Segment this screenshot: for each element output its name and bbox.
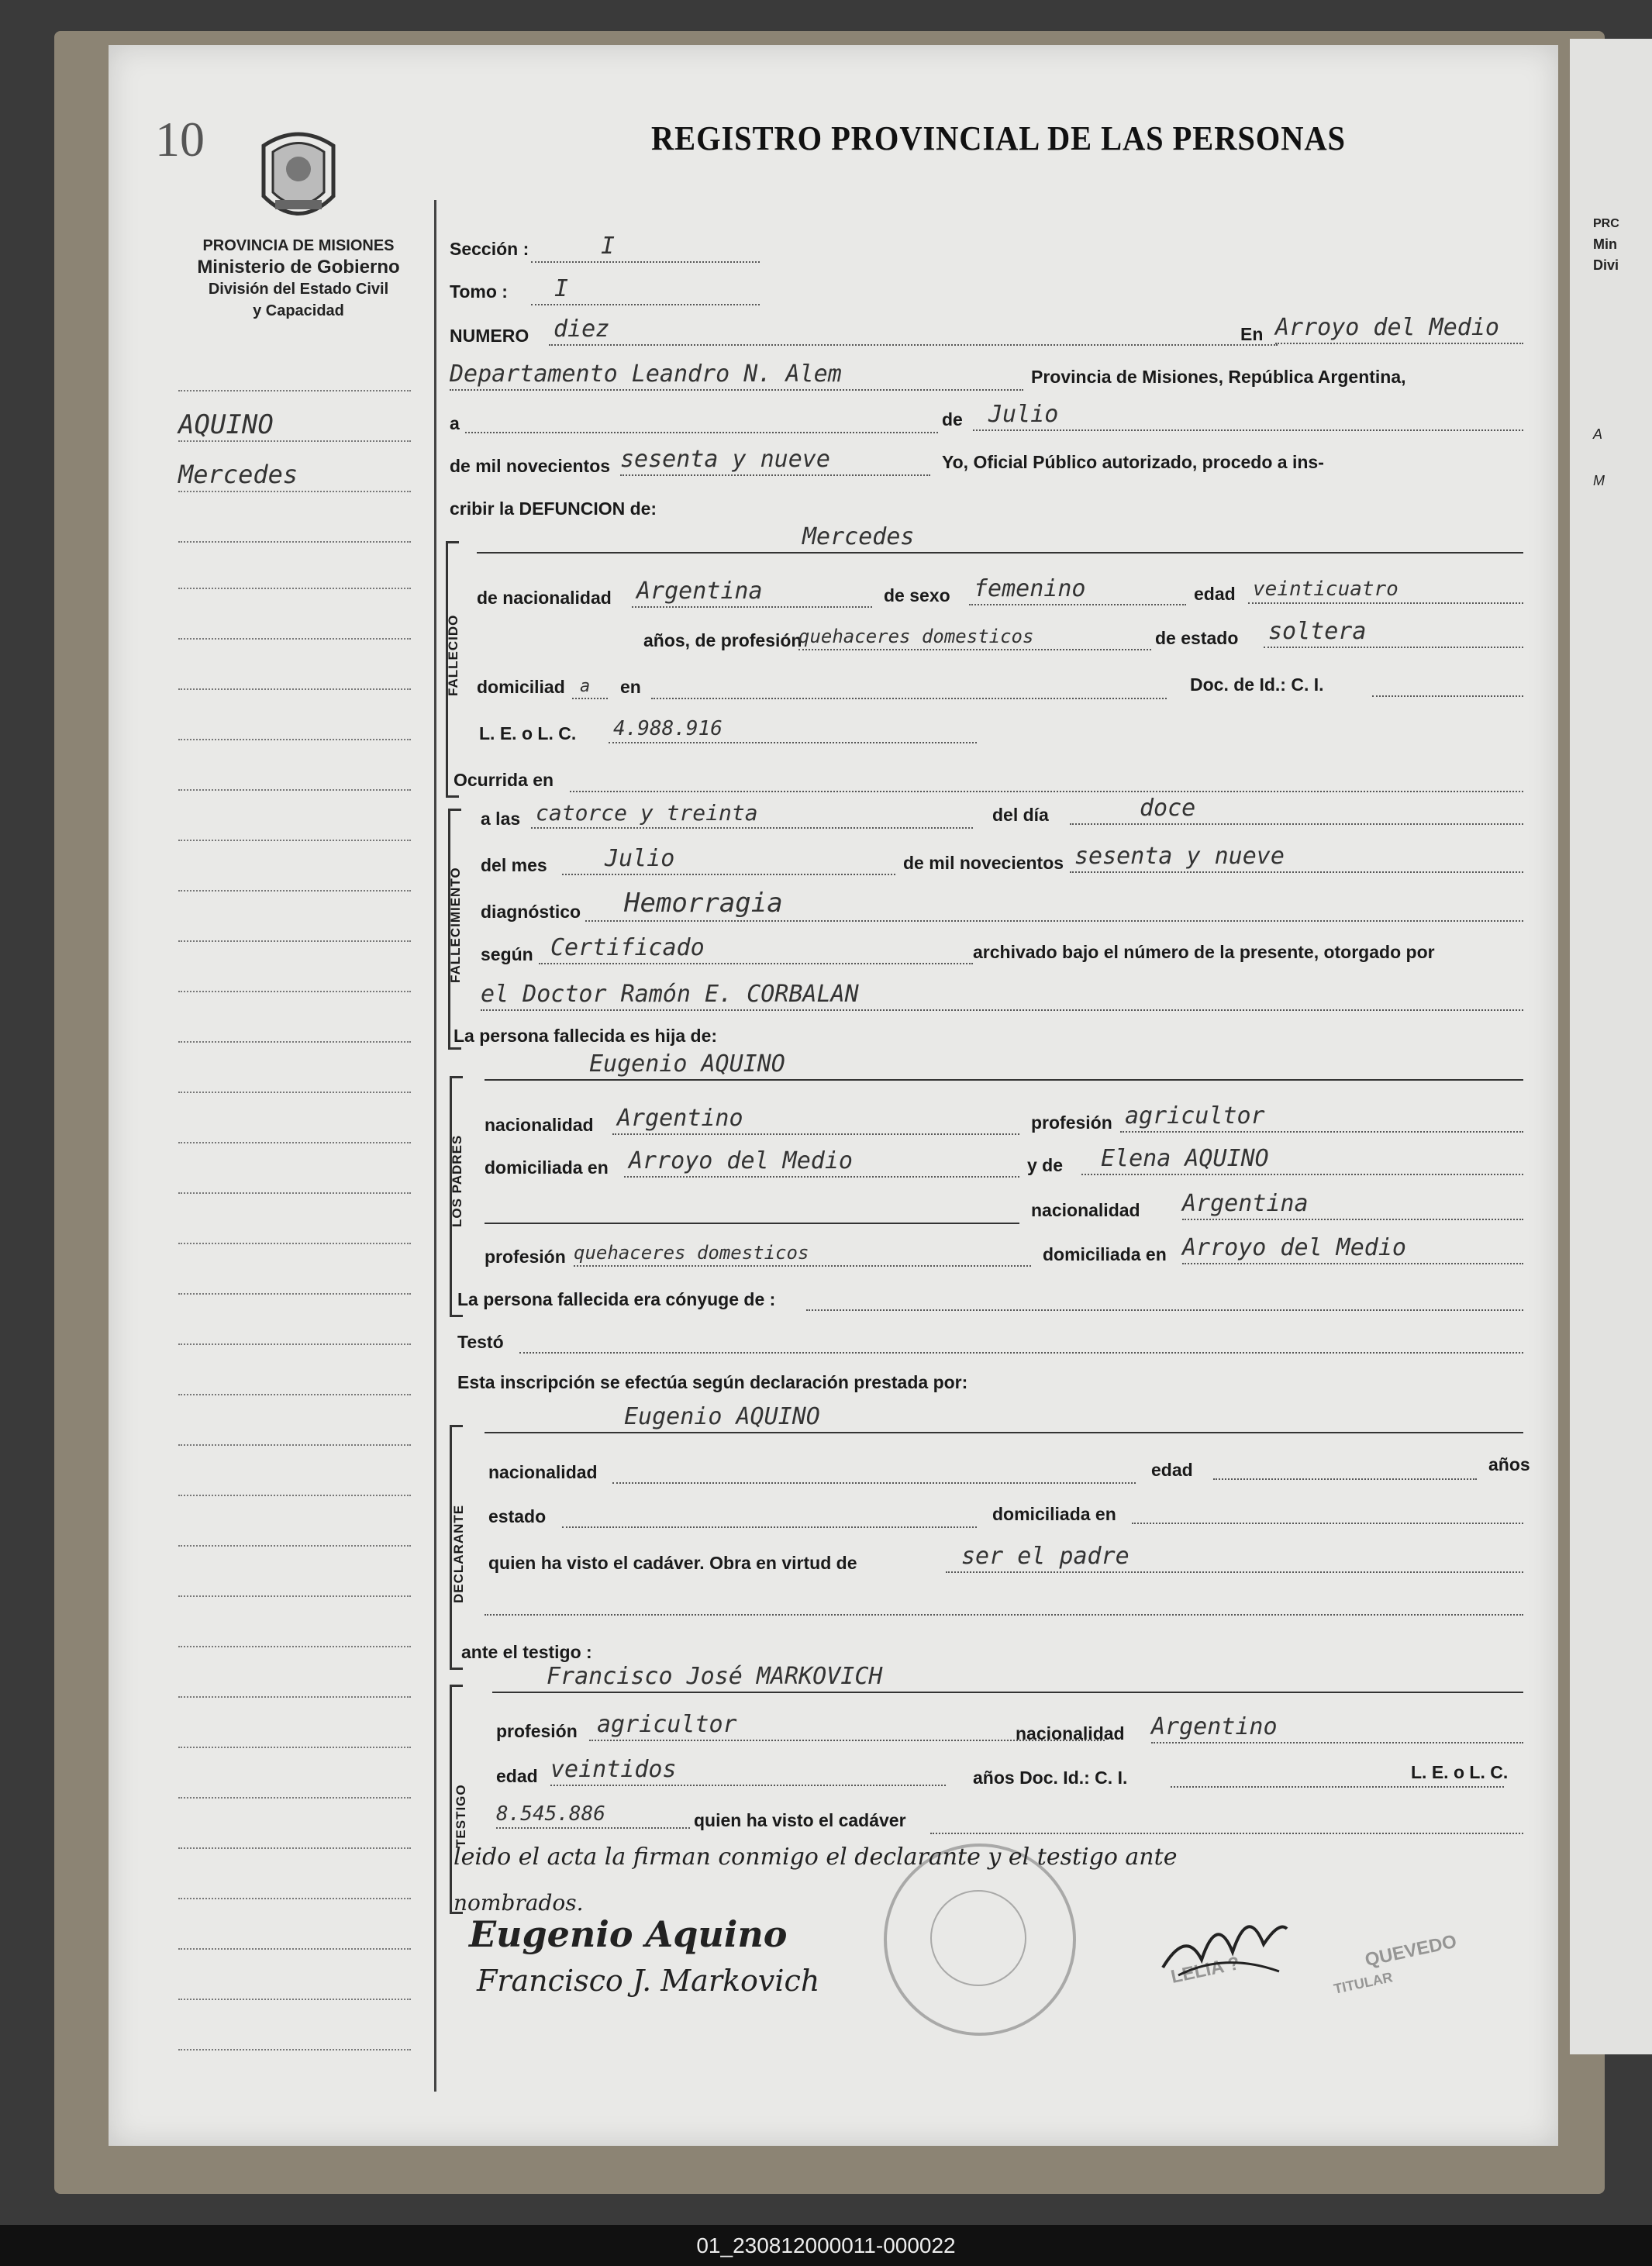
segun-label: según [481, 944, 533, 964]
mes-fallecimiento-field: Julio [562, 847, 895, 875]
testigo-profesion-label: profesión [496, 1721, 578, 1741]
issuing-authority [163, 235, 434, 322]
padres-section-label: LOS PADRES [450, 1134, 464, 1227]
mes-field: Julio [973, 403, 1523, 431]
anio-fallecimiento-field: sesenta y nueve [1070, 845, 1523, 873]
declarante-estado-label: estado [488, 1506, 547, 1526]
document-title: REGISTRO PROVINCIAL DE LAS PERSONAS [651, 119, 1346, 157]
fallecimiento-section-label: FALLECIMIENTO [448, 867, 463, 983]
testigo-doc-label: años Doc. Id.: C. I. [973, 1768, 1128, 1788]
margin-surname: AQUINO [178, 409, 274, 440]
margin-column [109, 45, 434, 2146]
testigo-profesion-field: agricultor [589, 1713, 1105, 1741]
conyuge-field [806, 1283, 1523, 1311]
padre-profesion-field: agricultor [1120, 1105, 1523, 1133]
declarante-estado-field [562, 1500, 977, 1528]
official-round-stamp-inner [930, 1890, 1026, 1986]
seccion-field: I [531, 235, 760, 263]
testigo-le-field: 8.545.886 [496, 1801, 690, 1829]
y-de-label: y de [1027, 1155, 1064, 1175]
sexo-field: femenino [969, 578, 1186, 605]
numero-field: diez [549, 318, 1278, 346]
fallecido-nacionalidad-field: Argentina [632, 580, 872, 608]
declarante-edad-field [1213, 1452, 1477, 1480]
estado-field: soltera [1264, 620, 1523, 648]
a-label: a [450, 413, 460, 433]
adjacent-page-text: Min [1593, 236, 1617, 252]
ministry-name: Ministerio de Gobierno [197, 257, 400, 278]
division-name-cont: y Capacidad [253, 302, 344, 319]
fallecido-en-label: en [620, 677, 641, 697]
domiciliad-label: domiciliad [477, 677, 565, 697]
fallecido-section-label: FALLECIDO [446, 614, 460, 696]
declarante-nacionalidad-field [612, 1456, 1136, 1484]
adjacent-page [1570, 39, 1652, 2054]
padre-domicilio-field: Arroyo del Medio [624, 1150, 1019, 1178]
hora-field: catorce y treinta [531, 801, 973, 829]
estado-label: de estado [1155, 628, 1239, 648]
testo-field [519, 1326, 1523, 1354]
fallecido-domicilio-field [651, 671, 1167, 699]
quien-ha-visto-label: quien ha visto el cadáver. Obra en virtud de [488, 1553, 857, 1573]
madre-nombre-field: Elena AQUINO [1081, 1147, 1523, 1175]
adjacent-page-handwriting: M [1593, 473, 1605, 488]
le-label: L. E. o L. C. [479, 723, 577, 743]
declarante-nombre-field: Eugenio AQUINO [485, 1405, 1523, 1433]
oficial-label: Yo, Oficial Público autorizado, procedo a ins- [942, 452, 1324, 472]
padre-nombre-field: Eugenio AQUINO [485, 1053, 1523, 1081]
testigo-section-label: TESTIGO [454, 1784, 468, 1847]
registrar-signature [1155, 1898, 1295, 1991]
obra-field: ser el padre [946, 1545, 1523, 1573]
division-name: División del Estado Civil [208, 281, 389, 298]
testigo-quien-label: quien ha visto el cadáver [694, 1810, 906, 1830]
testigo-nombre-field: Francisco José MARKOVICH [492, 1665, 1523, 1693]
profesion-label: años, de profesión [643, 630, 802, 650]
madre-extra-line [485, 1196, 1019, 1224]
testigo-quien-field [930, 1806, 1523, 1834]
declaracion-label: Esta inscripción se efectúa según declaración prestada por: [457, 1372, 968, 1392]
testigo-le-label: L. E. o L. C. [1411, 1762, 1509, 1782]
folio-number: 10 [155, 112, 205, 167]
testo-label: Testó [457, 1332, 504, 1352]
fallecido-nacionalidad-label: de nacionalidad [477, 588, 612, 608]
profesion-field: quehaceres domesticos [798, 623, 1151, 650]
de-label: de [942, 409, 963, 429]
ocurrida-label: Ocurrida en [454, 770, 554, 790]
conyuge-label: La persona fallecida era cónyuge de : [457, 1289, 776, 1309]
madre-profesion-label: profesión [485, 1247, 566, 1267]
testigo-nacionalidad-label: nacionalidad [1016, 1723, 1125, 1743]
diagnostico-field: Hemorragia [585, 894, 1523, 922]
ante-testigo-label: ante el testigo : [461, 1642, 592, 1662]
tomo-field: I [531, 278, 760, 305]
numero-label: NUMERO [450, 326, 529, 346]
padre-domicilio-label: domiciliada en [485, 1157, 609, 1178]
image-id-footer: 01_230812000011-000022 [0, 2225, 1652, 2266]
declarante-anos-label: años [1488, 1454, 1530, 1474]
anio-field: sesenta y nueve [620, 448, 930, 476]
ocurrida-field [570, 764, 1523, 792]
madre-profesion-field: quehaceres domesticos [574, 1239, 1031, 1267]
declarante-extra-line [485, 1588, 1523, 1616]
edad-field: veinticuatro [1248, 576, 1523, 604]
padre-nacionalidad-label: nacionalidad [485, 1115, 594, 1135]
declarante-section-label: DECLARANTE [451, 1504, 466, 1603]
dia-field [465, 405, 938, 433]
dia-label: del día [992, 805, 1049, 825]
margin-divider [434, 200, 436, 2092]
registrar-stamp-text: QUEVEDO [1363, 1930, 1459, 1971]
doc-id-label: Doc. de Id.: C. I. [1190, 674, 1324, 695]
declarante-edad-label: edad [1151, 1460, 1193, 1480]
adjacent-page-handwriting: A [1593, 426, 1603, 442]
mil-novecientos-label: de mil novecientos [450, 456, 611, 476]
padre-nacionalidad-field: Argentino [612, 1107, 1019, 1135]
segun-field: Certificado [539, 936, 973, 964]
testigo-nacionalidad-field: Argentino [1151, 1716, 1523, 1743]
closing-text-line-2: nombrados. [454, 1890, 584, 1916]
le-field: 4.988.916 [609, 716, 977, 743]
register-page [109, 45, 1558, 2146]
sexo-label: de sexo [884, 585, 950, 605]
fallecido-nombre-field: Mercedes [477, 526, 1523, 554]
domiciliad-suffix-field: a [572, 671, 608, 699]
testigo-signature: Francisco J. Markovich [477, 1964, 820, 1998]
registrar-stamp-text: TITULAR [1332, 1969, 1395, 1997]
declarante-signature: Eugenio Aquino [469, 1913, 788, 1955]
a-las-label: a las [481, 809, 521, 829]
provincia-label: Provincia de Misiones, República Argentina, [1031, 367, 1406, 387]
closing-text-line-1: leido el acta la firman conmigo el declarante y el testigo ante [454, 1843, 1178, 1871]
margin-given-name: Mercedes [178, 460, 298, 489]
seccion-label: Sección : [450, 239, 529, 259]
inscribir-label: cribir la DEFUNCION de: [450, 498, 657, 519]
province-name: PROVINCIA DE MISIONES [202, 237, 395, 254]
madre-nacionalidad-field: Argentina [1182, 1192, 1523, 1220]
diagnostico-label: diagnóstico [481, 902, 581, 922]
adjacent-page-text: Divi [1593, 257, 1619, 273]
mes-label: del mes [481, 855, 547, 875]
madre-nacionalidad-label: nacionalidad [1031, 1200, 1140, 1220]
localidad-field: Arroyo del Medio [1275, 316, 1523, 344]
testigo-edad-field: veintidos [550, 1758, 946, 1786]
madre-domicilio-label: domiciliada en [1043, 1244, 1167, 1264]
dia-fallecimiento-field: doce [1070, 797, 1523, 825]
edad-label: edad [1194, 584, 1236, 604]
hija-de-label: La persona fallecida es hija de: [454, 1026, 718, 1046]
medico-field: el Doctor Ramón E. CORBALAN [481, 983, 1523, 1011]
departamento-field: Departamento Leandro N. Alem [450, 363, 1023, 391]
madre-domicilio-field: Arroyo del Medio [1182, 1236, 1523, 1264]
registrar-stamp-text: LELIA ? [1169, 1952, 1242, 1988]
archivado-label: archivado bajo el número de la presente, otorgado por [973, 942, 1435, 962]
testigo-edad-label: edad [496, 1766, 538, 1786]
declarante-nacionalidad-label: nacionalidad [488, 1462, 598, 1482]
tomo-label: Tomo : [450, 281, 508, 302]
mil-novecientos-label-2: de mil novecientos [903, 853, 1064, 873]
padre-profesion-label: profesión [1031, 1112, 1112, 1133]
provincial-seal-icon [256, 122, 341, 231]
declarante-domicilio-field [1132, 1496, 1523, 1524]
adjacent-page-text: PRC [1593, 217, 1619, 230]
doc-id-field [1372, 669, 1523, 697]
declarante-domicilio-label: domiciliada en [992, 1504, 1116, 1524]
en-label: En [1240, 324, 1264, 344]
